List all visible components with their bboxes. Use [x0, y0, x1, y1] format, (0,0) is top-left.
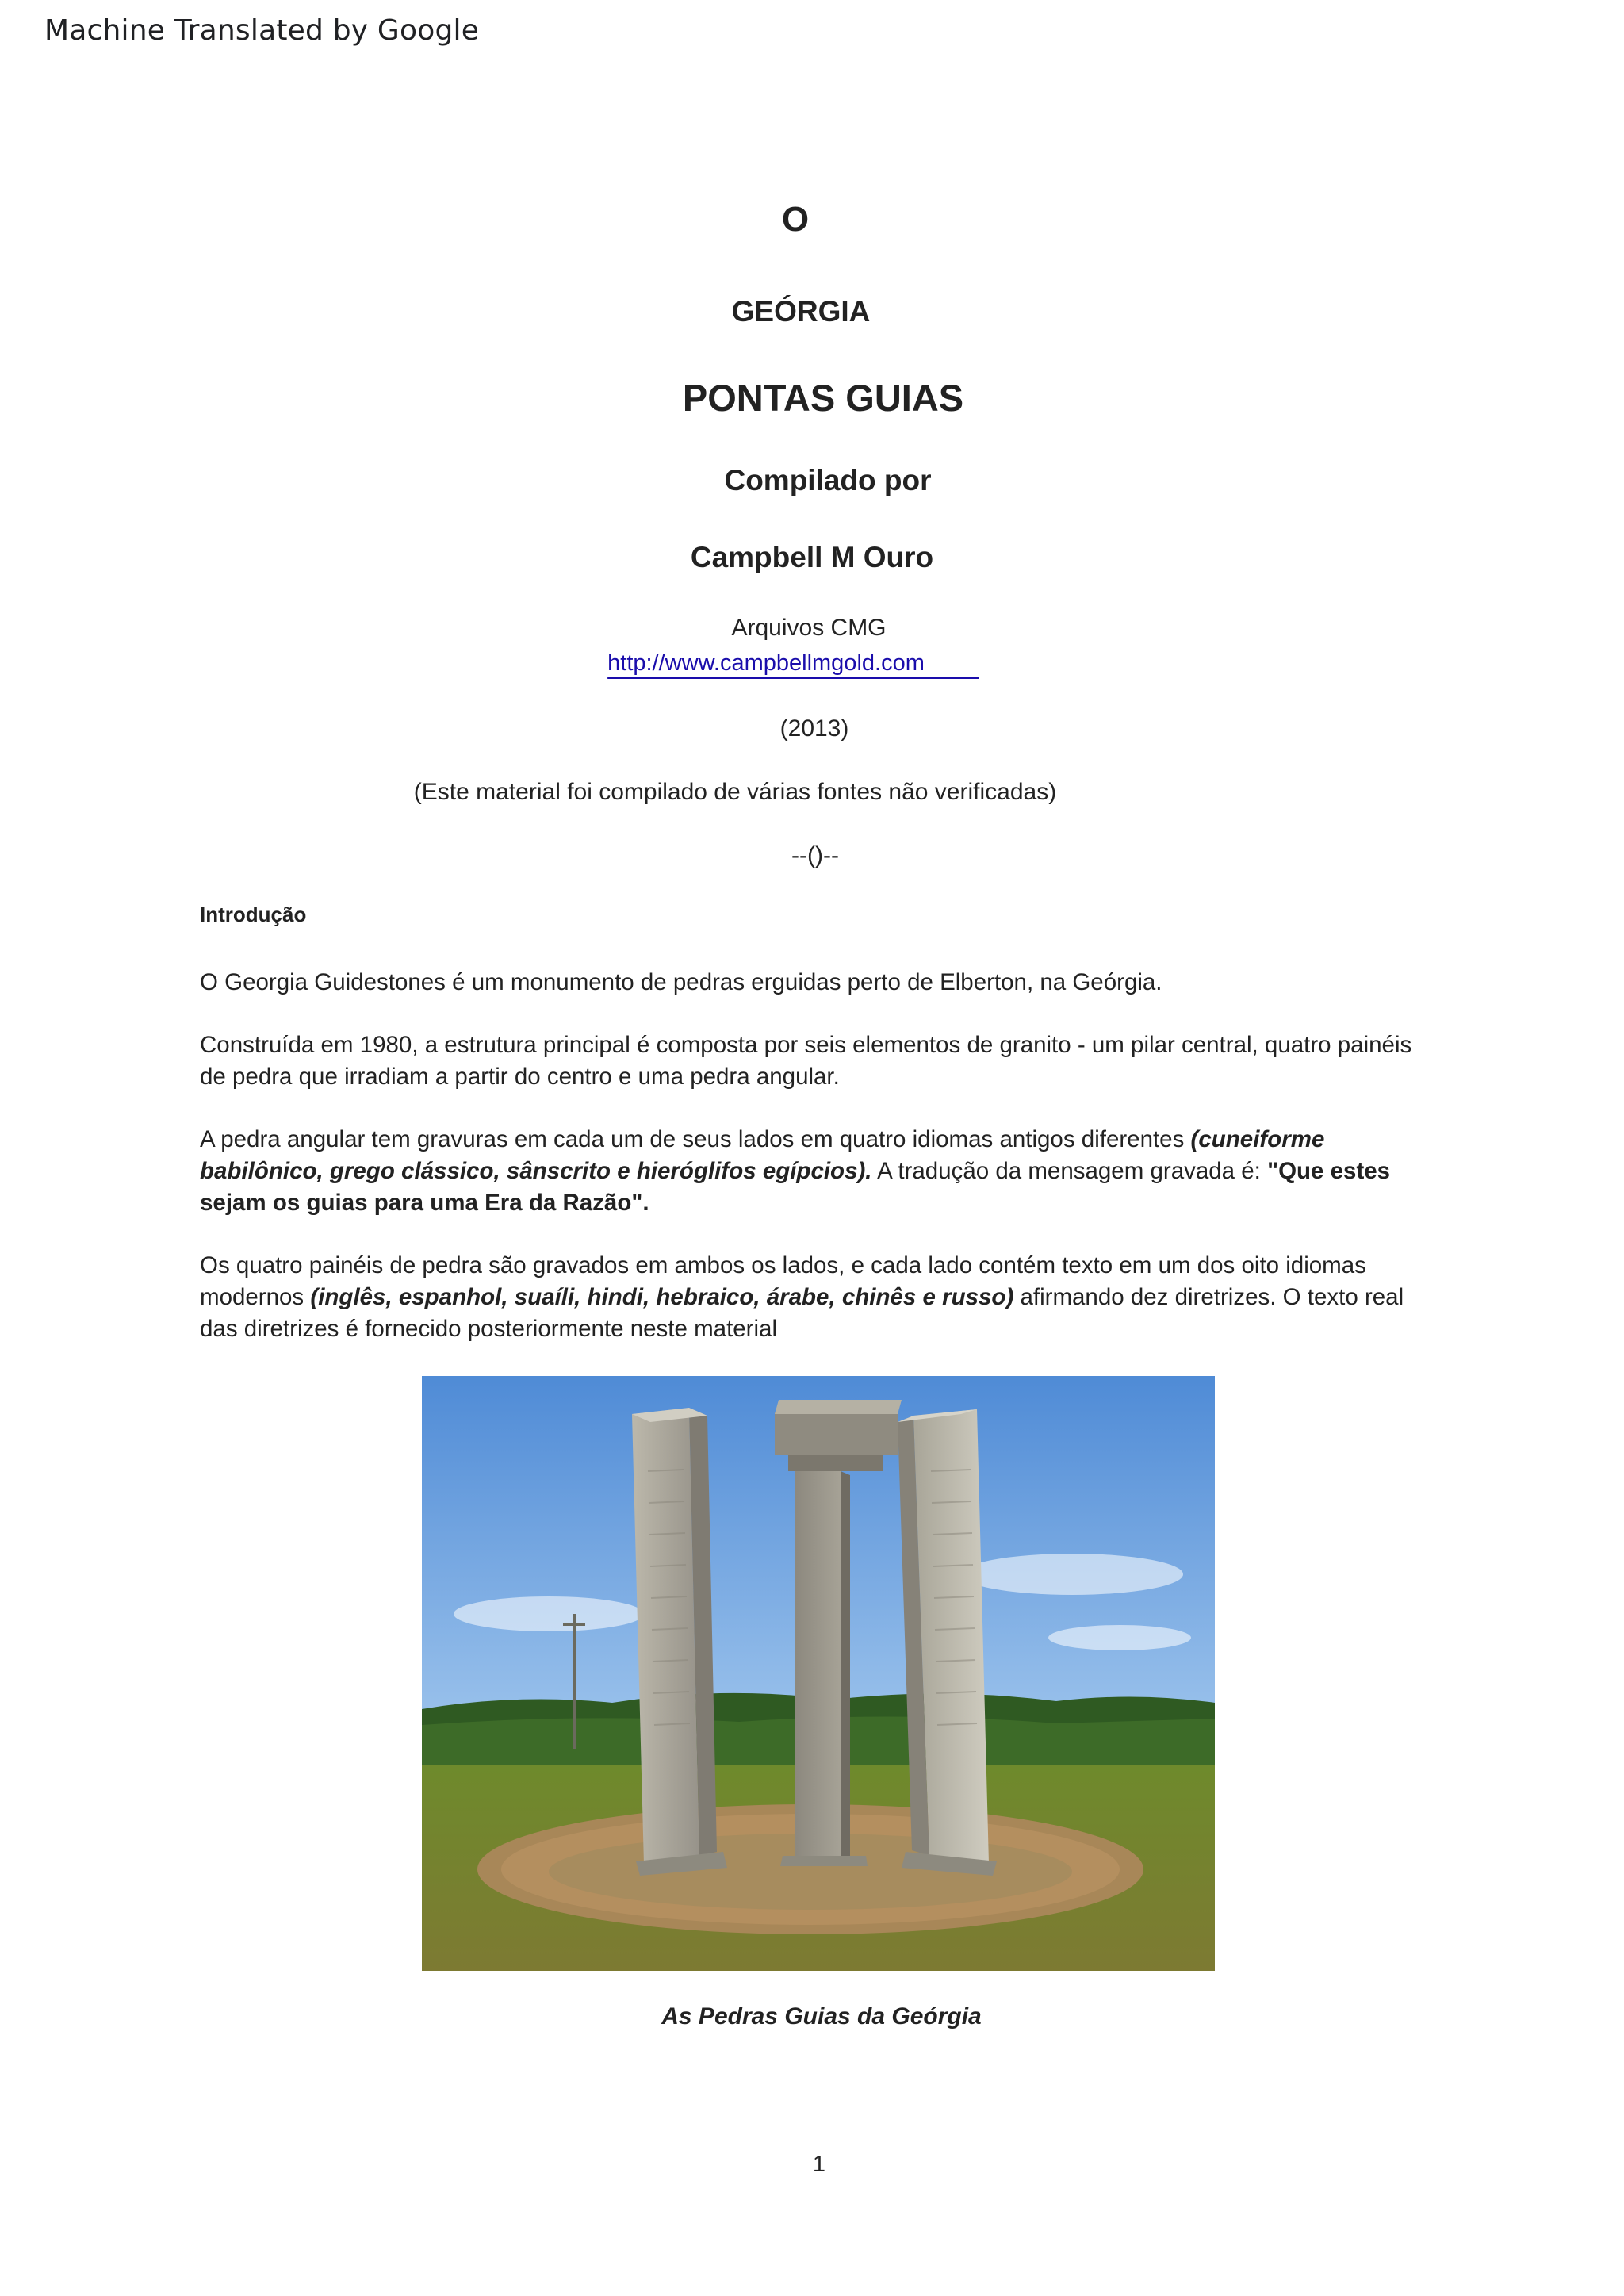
author-name: Campbell M Ouro — [690, 541, 934, 573]
paragraph-3-text-a: A pedra angular tem gravuras em cada um de seus lados em quatro idiomas antigos diferentes — [200, 1126, 1191, 1152]
paragraph-4-text-a: Os quatro painéis de pedra são gravados em ambos os lados, e cada lado contém texto em um dos oito idiomas modernos — [200, 1252, 1366, 1310]
section-separator: --()-- — [791, 842, 839, 868]
document-title: PONTAS GUIAS — [682, 377, 964, 419]
paragraph-4-languages: (inglês, espanhol, suaíli, hindi, hebraico, árabe, chinês e russo) — [310, 1284, 1014, 1310]
paragraph-3-text-c: A tradução da mensagem gravada é: — [871, 1158, 1268, 1184]
guidestones-photo — [422, 1376, 1215, 1971]
paragraph-3 — [200, 1124, 1421, 1219]
compiled-by-label: Compilado por — [724, 464, 932, 496]
paragraph-4 — [200, 1250, 1421, 1345]
paragraph-3-quote: "Que estes sejam os guias para uma Era da Razão". — [200, 1158, 1391, 1216]
paragraph-3-languages: (cuneiforme babilônico, grego clássico, sânscrito e hieróglifos egípcios). — [200, 1126, 1325, 1184]
title-line-1: O — [781, 200, 810, 239]
source-note: (Este material foi compilado de várias fontes não verificadas) — [413, 779, 1057, 805]
page-number: 1 — [812, 2152, 826, 2177]
image-caption: As Pedras Guias da Geórgia — [661, 2003, 982, 2030]
section-heading-introduction: Introdução — [200, 903, 307, 926]
paragraph-4-text-c: afirmando dez diretrizes. O texto real das diretrizes é fornecido posteriormente neste material — [200, 1284, 1404, 1342]
website-link[interactable]: http://www.campbellmgold.com — [607, 650, 979, 679]
archive-label: Arquivos CMG — [731, 615, 887, 641]
paragraph-2: Construída em 1980, a estrutura principal é composta por seis elementos de granito - um pilar central, quatro painéis de pedra que irradiam a partir do centro e uma pedra angular. — [200, 1032, 1412, 1090]
publication-year: (2013) — [779, 715, 849, 742]
title-line-2: GEÓRGIA — [731, 295, 871, 328]
paragraph-1: O Georgia Guidestones é um monumento de pedras erguidas perto de Elberton, na Geórgia. — [200, 969, 1162, 995]
url-line — [607, 650, 979, 677]
machine-translation-banner: Machine Translated by Google — [44, 14, 480, 47]
